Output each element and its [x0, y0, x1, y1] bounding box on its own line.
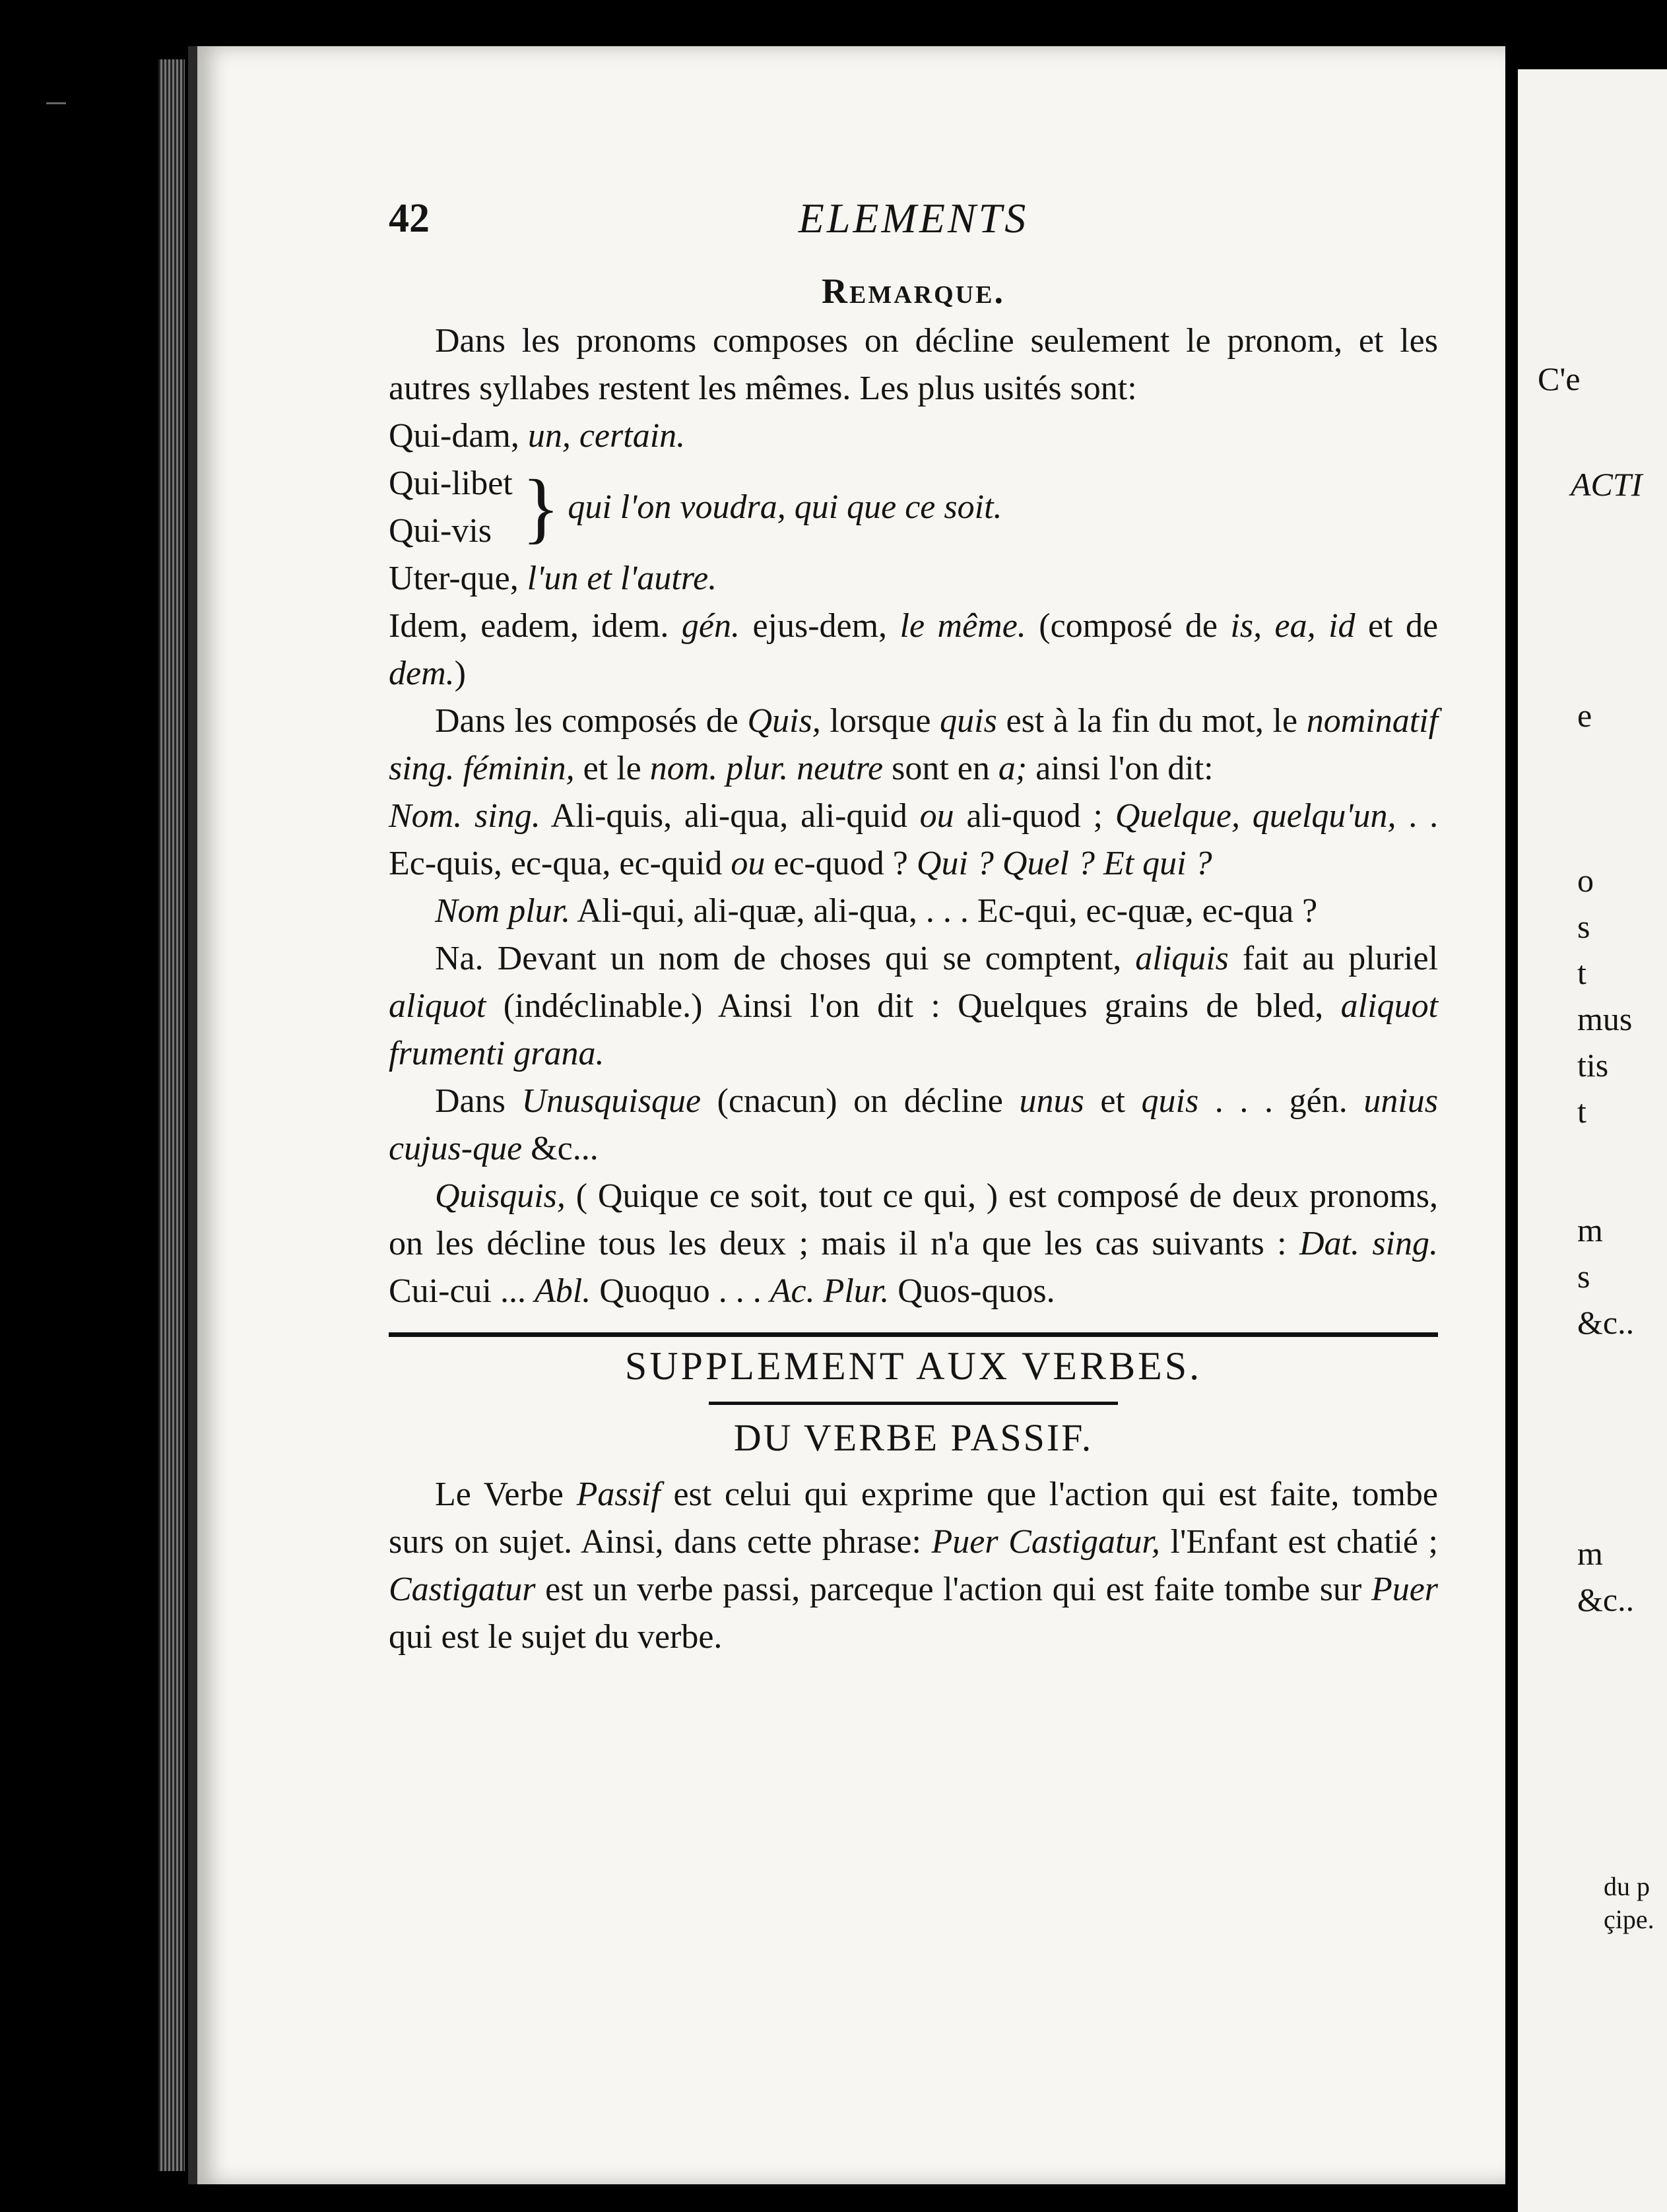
italic-span: is, ea, id: [1230, 607, 1356, 645]
text-span: fait au pluriel: [1242, 940, 1439, 977]
brace-group-quilibet: [389, 460, 1438, 555]
facing-text: m: [1577, 1212, 1603, 1249]
italic-span: dem.: [389, 655, 455, 692]
page-number: 42: [389, 196, 430, 241]
text-span: lorsque: [830, 702, 931, 740]
italic-span: Castigatur: [389, 1571, 536, 1608]
facing-text: t: [1577, 954, 1586, 991]
page-content: [389, 195, 1438, 1661]
facing-text: m: [1577, 1535, 1603, 1572]
paragraph-quisquis: [389, 1173, 1438, 1315]
text-span: Cui-cui ...: [389, 1272, 526, 1310]
text-span: est un verbe passi, parceque l'action qui est faite tombe sur: [545, 1571, 1362, 1608]
text-span: l'Enfant est chatié ;: [1170, 1523, 1439, 1561]
latin-quidam: Qui-dam,: [389, 417, 519, 455]
page-header: [389, 195, 1438, 267]
italic-span: aliquot: [389, 987, 486, 1025]
text-span: ec-quod ?: [773, 845, 908, 882]
text-span: ): [454, 655, 466, 692]
facing-text: tis: [1577, 1047, 1609, 1084]
text-span: (cnacun) on décline: [717, 1082, 1003, 1120]
facing-text: s: [1577, 1258, 1590, 1295]
text-span: ali-quod ;: [966, 797, 1103, 835]
text-span: Ali-quis, ali-qua, ali-quid: [550, 797, 907, 835]
italic-span: Ac. Plur.: [769, 1272, 890, 1310]
italic-span: ou: [731, 845, 766, 882]
italic-span: Puer Castigatur,: [931, 1523, 1160, 1561]
paragraph-na: [389, 935, 1438, 1078]
text-span: et le: [583, 750, 641, 787]
line-quidam: [389, 412, 1438, 460]
gloss-uterque: l'un et l'autre.: [527, 560, 717, 597]
facing-text: t: [1577, 1093, 1586, 1130]
italic-span: Unusquisque: [521, 1082, 702, 1120]
text-span: Idem, eadem, idem.: [389, 607, 669, 645]
italic-span: nominatif sing. féminin,: [389, 702, 1439, 787]
facing-text: s: [1577, 908, 1590, 945]
italic-span: Passif: [576, 1476, 661, 1513]
paragraph-unusquisque: [389, 1078, 1438, 1173]
italic-span: aliquot frumenti grana.: [389, 987, 1439, 1072]
gloss-quilibet: qui l'on voudra, qui que ce soit.: [568, 488, 1002, 526]
text-span: (composé de: [1039, 607, 1218, 645]
facing-text: &c..: [1577, 1304, 1635, 1341]
italic-span: nom. plur. neutre: [649, 750, 884, 787]
remark-heading: Remarque.: [822, 271, 1005, 311]
text-span: Quoquo . . .: [599, 1272, 762, 1310]
paragraph-compound-pronouns: Dans les pronoms composes on décline seulement le pronom, et les autres syllabes restent les mêmes. Les plus usités sont:: [389, 322, 1438, 407]
italic-span: Abl.: [534, 1272, 591, 1310]
facing-text: C'e: [1538, 360, 1581, 397]
italic-span: aliquis: [1135, 940, 1229, 977]
text-span: qui est le sujet du verbe.: [389, 1618, 723, 1656]
italic-span: quis: [940, 702, 997, 740]
facing-text: &c..: [1577, 1581, 1635, 1618]
running-head: ELEMENTS: [798, 195, 1029, 242]
facing-text: mus: [1577, 1000, 1633, 1037]
facing-text: ACTI: [1571, 466, 1643, 503]
text-span: Na. Devant un nom de choses qui se comptent,: [435, 940, 1122, 977]
italic-span: Nom plur.: [435, 892, 571, 930]
italic-span: Qui ? Quel ? Et qui ?: [916, 845, 1212, 882]
text-span: Le Verbe: [435, 1476, 564, 1513]
latin-quilibet: Qui-libet: [389, 465, 513, 502]
text-span: ainsi l'on dit:: [1035, 750, 1214, 787]
text-span: &c...: [531, 1130, 599, 1167]
text-span: Ali-qui, ali-quæ, ali-qua, . . . Ec-qui, ec-quæ, ec-qua ?: [577, 892, 1318, 930]
text-span: est celui qui exprime que l'action qui est faite, tombe surs on sujet. Ainsi, dans cette phrase:: [389, 1476, 1439, 1561]
brace-lines: [389, 460, 513, 555]
paragraph-passive-verb: [389, 1471, 1438, 1661]
italic-span: Puer: [1371, 1571, 1439, 1608]
italic-span: le même.: [899, 607, 1026, 645]
text-span: ( Quique ce soit, tout ce qui, ) est composé de deux pronoms, on les décline tous les deux ; mais il n'a que les cas suivants :: [389, 1177, 1439, 1262]
text-span: Dans: [435, 1082, 506, 1120]
text-span: ejus-dem,: [752, 607, 888, 645]
text-span: . . Ec-quis, ec-qua, ec-quid: [389, 797, 1439, 882]
book-spine-edge: [158, 59, 185, 2171]
text-span: Dans les composés de: [435, 702, 738, 740]
text-span: et de: [1368, 607, 1439, 645]
italic-span: a;: [998, 750, 1028, 787]
brace-icon: }: [521, 463, 560, 551]
text-span: sont en: [892, 750, 990, 787]
subsection-rule: [709, 1402, 1118, 1405]
facing-text: du p: [1604, 1871, 1650, 1901]
text-span: est à la fin du mot, le: [1006, 702, 1298, 740]
paragraph-idem: [389, 602, 1438, 698]
italic-span: unus: [1019, 1082, 1084, 1120]
line-uterque: [389, 555, 1438, 602]
margin-mark: [46, 102, 66, 104]
facing-text: e: [1577, 697, 1592, 734]
paragraph-quis: [389, 698, 1438, 793]
book-page: [188, 46, 1505, 2184]
latin-quivis: Qui-vis: [389, 512, 492, 550]
italic-span: gén.: [681, 607, 740, 645]
gloss-quidam: un, certain.: [527, 417, 686, 455]
italic-span: unius cujus-que: [389, 1082, 1438, 1167]
text-span: Quos-quos.: [898, 1272, 1055, 1310]
section-title: SUPPLEMENT AUX VERBES.: [624, 1344, 1202, 1388]
italic-span: Quelque, quelqu'un,: [1115, 797, 1396, 835]
italic-span: Quis,: [747, 702, 821, 740]
text-span: . . . gén.: [1214, 1082, 1348, 1120]
facing-text: o: [1577, 862, 1594, 899]
italic-span: Quisquis,: [435, 1177, 566, 1215]
subsection-title: DU VERBE PASSIF.: [733, 1416, 1094, 1459]
paragraph-nom-sing: [389, 793, 1438, 888]
italic-span: ou: [919, 797, 954, 835]
latin-uterque: Uter-que,: [389, 560, 519, 597]
text-span: et: [1100, 1082, 1125, 1120]
text-span: (indéclinable.) Ainsi l'on dit : Quelques grains de bled,: [503, 987, 1324, 1025]
italic-span: quis: [1141, 1082, 1199, 1120]
facing-page-fragment: [1518, 69, 1667, 2212]
section-rule: [389, 1332, 1438, 1337]
paragraph-nom-plur: [389, 888, 1438, 935]
italic-span: Dat. sing.: [1299, 1225, 1438, 1262]
facing-text: çipe.: [1604, 1904, 1654, 1934]
italic-span: Nom. sing.: [389, 797, 540, 835]
